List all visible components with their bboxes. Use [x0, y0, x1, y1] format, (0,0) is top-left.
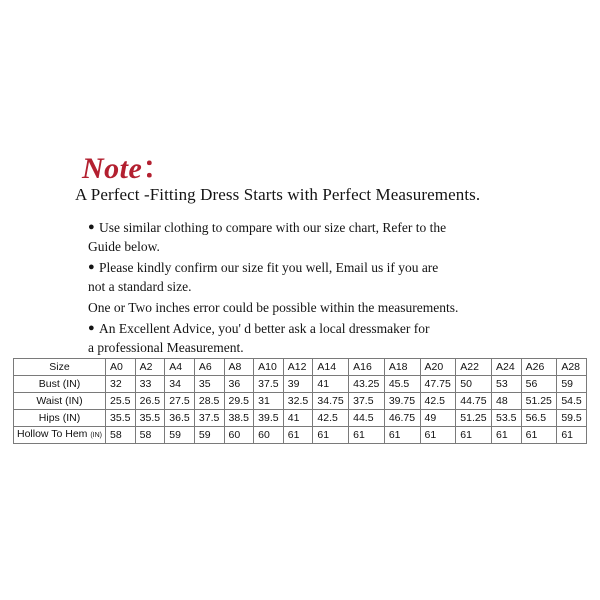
column-header: A14 [313, 359, 349, 376]
row-header [14, 427, 106, 444]
column-header: A6 [194, 359, 224, 376]
list-item-line2: not a standard size. [88, 279, 192, 294]
row-header-text: Hollow To Hem [17, 428, 91, 440]
column-header: A12 [283, 359, 313, 376]
table-cell: 61 [420, 427, 456, 444]
table-cell: 29.5 [224, 393, 254, 410]
table-header-row [14, 359, 587, 376]
table-cell: 31 [254, 393, 284, 410]
column-header: A20 [420, 359, 456, 376]
table-cell: 59 [557, 376, 587, 393]
table-cell: 27.5 [165, 393, 195, 410]
table-cell: 59 [194, 427, 224, 444]
list-item-line1: Please kindly confirm our size fit you well, Email us if you are [99, 260, 439, 275]
list-item-line1: An Excellent Advice, you' d better ask a local dressmaker for [99, 321, 430, 336]
column-header: A8 [224, 359, 254, 376]
row-header: Bust (IN) [14, 376, 106, 393]
table-cell: 50 [456, 376, 492, 393]
column-header: A10 [254, 359, 284, 376]
table-cell: 46.75 [384, 410, 420, 427]
column-header: A22 [456, 359, 492, 376]
table-cell: 60 [254, 427, 284, 444]
table-cell: 48 [491, 393, 521, 410]
note-subtitle: A Perfect -Fitting Dress Starts with Perfect Measurements. [75, 185, 481, 204]
table-cell: 59 [165, 427, 195, 444]
column-header: A4 [165, 359, 195, 376]
table-cell: 61 [283, 427, 313, 444]
table-cell: 61 [313, 427, 349, 444]
table-cell: 32.5 [283, 393, 313, 410]
table-row [14, 427, 587, 444]
table-cell: 32 [106, 376, 136, 393]
column-header: A26 [521, 359, 557, 376]
table-cell: 43.25 [349, 376, 385, 393]
table-cell: 39 [283, 376, 313, 393]
table-cell: 44.75 [456, 393, 492, 410]
table-row [14, 376, 587, 393]
table-cell: 61 [456, 427, 492, 444]
bullet-icon: ● [88, 261, 95, 273]
note-plain-line: One or Two inches error could be possible within the measurements. [88, 300, 459, 315]
table-cell: 41 [283, 410, 313, 427]
table-cell: 53.5 [491, 410, 521, 427]
table-cell: 26.5 [135, 393, 165, 410]
table-cell: 58 [135, 427, 165, 444]
table-cell: 61 [491, 427, 521, 444]
table-cell: 37.5 [254, 376, 284, 393]
bullet-icon: ● [88, 322, 95, 334]
column-header: A2 [135, 359, 165, 376]
column-header: A18 [384, 359, 420, 376]
list-item [88, 258, 538, 296]
column-header: A16 [349, 359, 385, 376]
table-cell: 51.25 [521, 393, 557, 410]
table-cell: 36 [224, 376, 254, 393]
size-chart-table [13, 358, 587, 444]
column-header: A28 [557, 359, 587, 376]
list-item [88, 319, 538, 357]
list-item-line1: Use similar clothing to compare with our size chart, Refer to the [99, 220, 447, 235]
table-cell: 54.5 [557, 393, 587, 410]
note-heading-text: Note [82, 152, 143, 185]
table-cell: 45.5 [384, 376, 420, 393]
table-cell: 56.5 [521, 410, 557, 427]
note-bullet-list [88, 218, 538, 359]
list-item-line2: Guide below. [88, 239, 160, 254]
table-cell: 51.25 [456, 410, 492, 427]
table-cell: 39.75 [384, 393, 420, 410]
list-item-line2: a professional Measurement. [88, 340, 244, 355]
table-cell: 36.5 [165, 410, 195, 427]
list-item [88, 218, 538, 256]
table-cell: 35.5 [106, 410, 136, 427]
column-header: A24 [491, 359, 521, 376]
table-cell: 61 [521, 427, 557, 444]
table-cell: 38.5 [224, 410, 254, 427]
table-cell: 60 [224, 427, 254, 444]
table-corner-header: Size [14, 359, 106, 376]
table-cell: 47.75 [420, 376, 456, 393]
row-header-unit: (IN) [90, 432, 103, 439]
row-header: Hips (IN) [14, 410, 106, 427]
table-cell: 61 [349, 427, 385, 444]
table-cell: 35.5 [135, 410, 165, 427]
table-cell: 39.5 [254, 410, 284, 427]
table-cell: 34.75 [313, 393, 349, 410]
bullet-icon: ● [88, 221, 95, 233]
table-cell: 56 [521, 376, 557, 393]
table-cell: 42.5 [420, 393, 456, 410]
note-heading-colon: ： [142, 152, 173, 185]
table-cell: 37.5 [349, 393, 385, 410]
table-cell: 25.5 [106, 393, 136, 410]
table-cell: 59.5 [557, 410, 587, 427]
table-cell: 33 [135, 376, 165, 393]
table-cell: 61 [557, 427, 587, 444]
table-cell: 41 [313, 376, 349, 393]
table-cell: 35 [194, 376, 224, 393]
table-cell: 49 [420, 410, 456, 427]
table-row [14, 410, 587, 427]
table-cell: 37.5 [194, 410, 224, 427]
table-cell: 58 [106, 427, 136, 444]
column-header: A0 [106, 359, 136, 376]
table-cell: 61 [384, 427, 420, 444]
note-heading [82, 143, 173, 187]
table-cell: 44.5 [349, 410, 385, 427]
table-cell: 34 [165, 376, 195, 393]
row-header: Waist (IN) [14, 393, 106, 410]
table-cell: 42.5 [313, 410, 349, 427]
table-row [14, 393, 587, 410]
table-cell: 28.5 [194, 393, 224, 410]
table-cell: 53 [491, 376, 521, 393]
